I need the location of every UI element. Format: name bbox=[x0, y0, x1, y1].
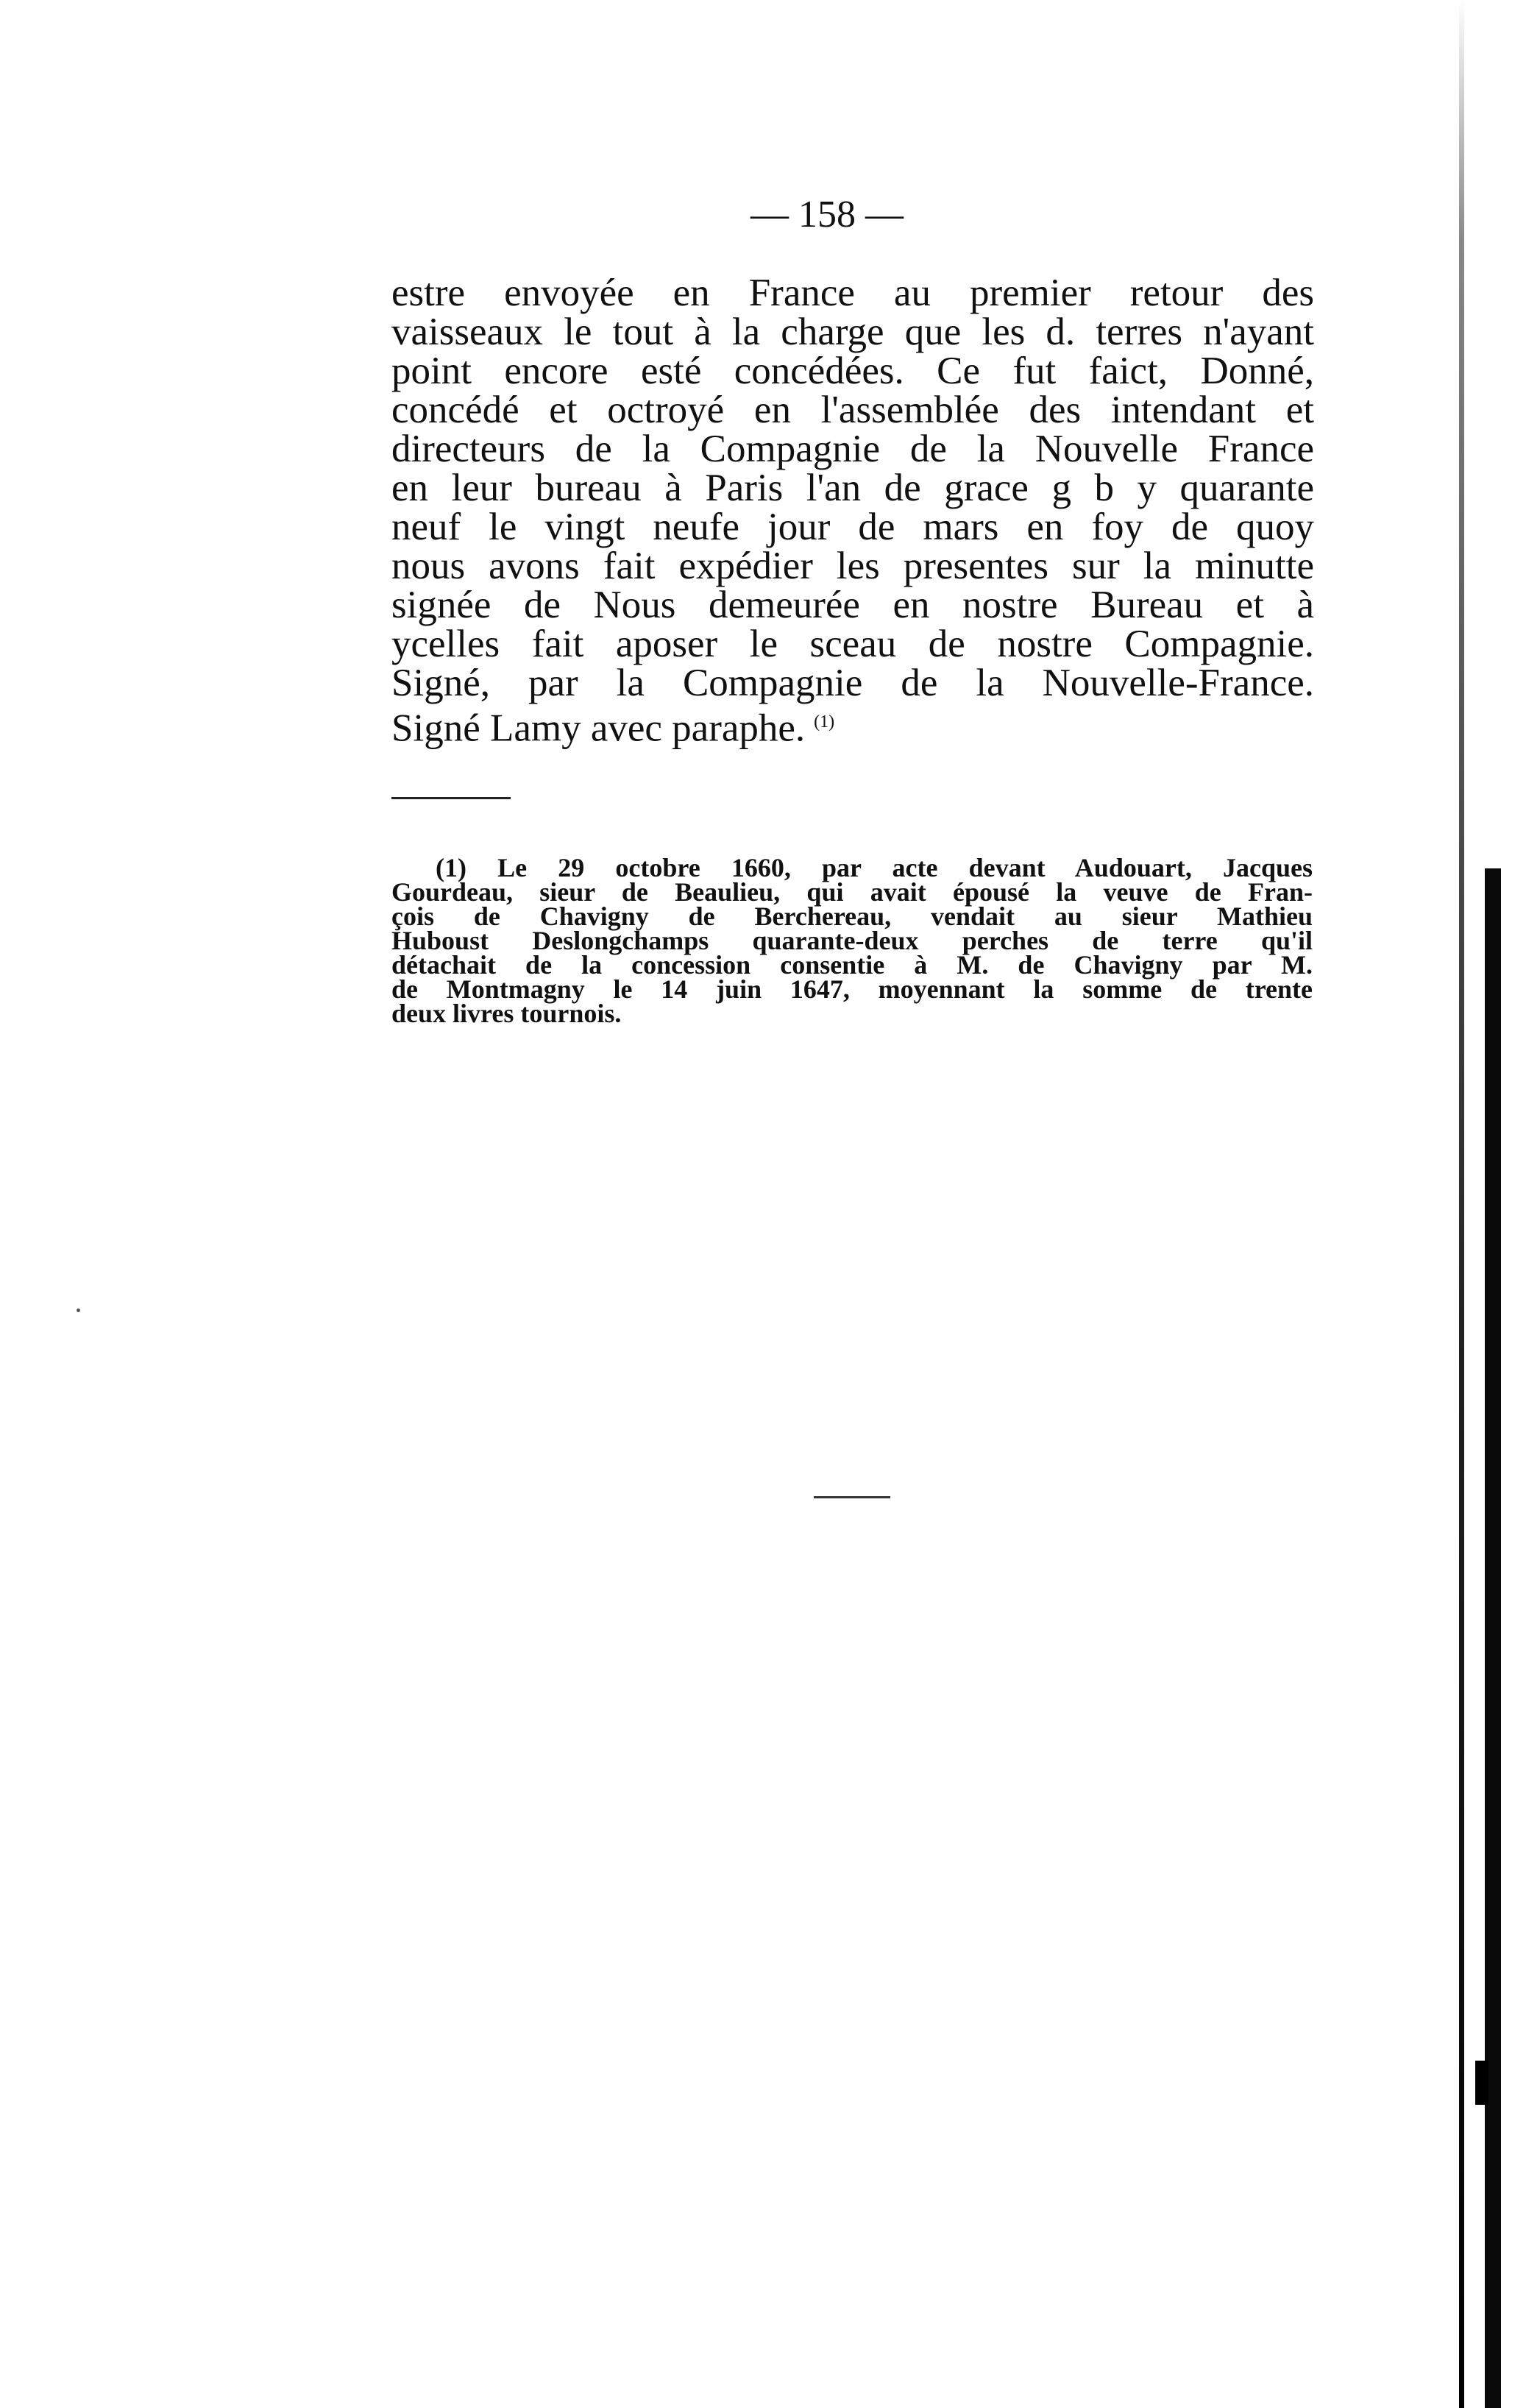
footnote-separator-rule bbox=[391, 797, 511, 799]
text-line: estre envoyée en France au premier retour des bbox=[391, 272, 1314, 314]
footnote-line: deux livres tournois. bbox=[391, 999, 622, 1028]
text-line: en leur bureau à Paris l'an de grace g b y quarante bbox=[391, 467, 1314, 509]
page-number: — 158 — bbox=[750, 194, 904, 236]
footnote-line: Gourdeau, sieur de Beaulieu, qui avait épousé la veuve de Fran- bbox=[391, 877, 1313, 907]
scan-edge-border bbox=[1485, 868, 1501, 2408]
text-line-last bbox=[391, 703, 1314, 750]
text-line: ycelles fait aposer le sceau de nostre Compagnie. bbox=[391, 623, 1314, 665]
text-line: nous avons fait expédier les presentes sur la minutte bbox=[391, 545, 1314, 587]
scan-edge-line bbox=[1459, 0, 1464, 2408]
footnote-line: çois de Chavigny de Berchereau, vendait au sieur Mathieu bbox=[391, 902, 1313, 931]
footnote-line: Huboust Deslongchamps quarante-deux perches de terre qu'il bbox=[391, 926, 1313, 955]
end-of-section-rule bbox=[814, 1496, 890, 1498]
main-text-block bbox=[391, 272, 1314, 750]
text-line: directeurs de la Compagnie de la Nouvelle France bbox=[391, 428, 1314, 470]
text-line: Signé, par la Compagnie de la Nouvelle-France. bbox=[391, 662, 1314, 704]
text-line: point encore esté concédées. Ce fut faict, Donné, bbox=[391, 350, 1314, 392]
footnote-block bbox=[391, 853, 1313, 1028]
footnote-line: (1) Le 29 octobre 1660, par acte devant Audouart, Jacques bbox=[436, 853, 1313, 882]
text-line: concédé et octroyé en l'assemblée des intendant et bbox=[391, 389, 1314, 431]
text-line: vaisseaux le tout à la charge que les d. terres n'ayant bbox=[391, 311, 1314, 353]
text-line: signée de Nous demeurée en nostre Bureau et à bbox=[391, 584, 1314, 626]
footnote-line: de Montmagny le 14 juin 1647, moyennant la somme de trente bbox=[391, 974, 1313, 1004]
scan-artifact-dot bbox=[77, 1309, 80, 1312]
footnote-line: détachait de la concession consentie à M. de Chavigny par M. bbox=[391, 950, 1313, 980]
scan-edge-notch bbox=[1475, 2061, 1488, 2105]
last-line-text: Signé Lamy avec paraphe. bbox=[391, 707, 806, 750]
text-line: neuf le vingt neufe jour de mars en foy de quoy bbox=[391, 506, 1314, 548]
footnote-reference: (1) bbox=[814, 712, 835, 732]
